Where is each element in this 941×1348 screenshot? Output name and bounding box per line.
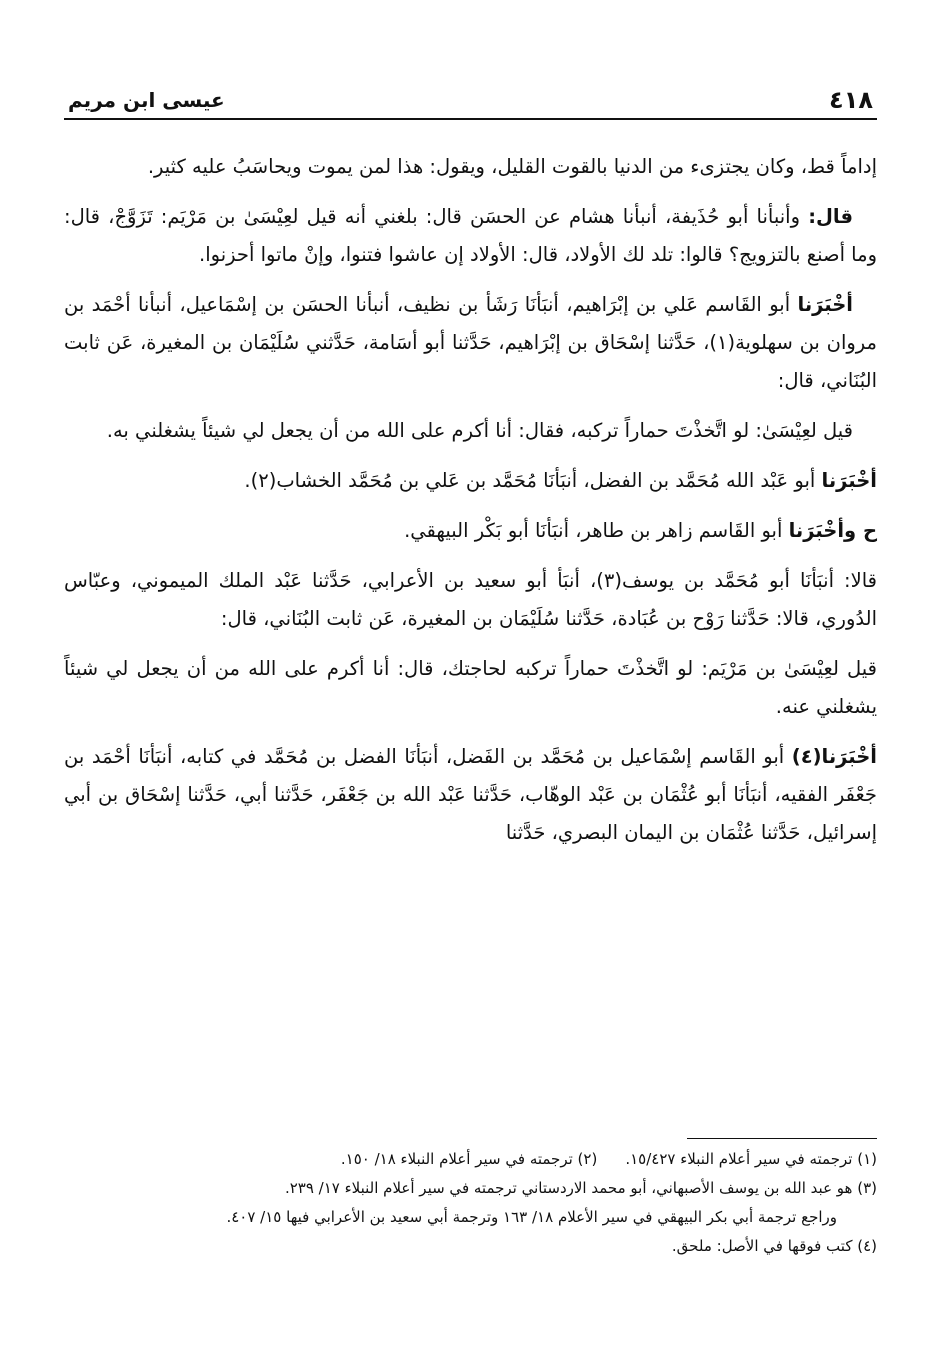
page-number: ٤١٨ <box>829 86 873 114</box>
paragraph-4 <box>64 412 877 450</box>
paragraph-text: قالا: أنبَأنَا أبو مُحَمَّد بن يوسف(٣)، أنبَأ أبو سعيد بن الأعرابي، حَدَّثنا عَبْد الملك الميموني، وعبّاس الدُوري، قالا: حَدَّثنا رَوْح بن عُبَادة، حَدَّثنا سُلَيْمَان بن المغيرة، عَن ثابت البُنَاني، قال: <box>64 569 878 630</box>
footnote-3: (٣) هو عبد الله بن يوسف الأصبهاني، أبو محمد الاردستاني ترجمته في سير أعلام النبلاء ١٧/ ٢٣٩. <box>284 1179 877 1197</box>
paragraph-lead: أخْبَرَنا <box>797 293 853 316</box>
footnote-2: (٢) ترجمته في سير أعلام النبلاء ١٨/ ١٥٠. <box>340 1150 598 1168</box>
footnote-3-continuation: وراجع ترجمة أبي بكر البيهقي في سير الأعلام ١٨/ ١٦٣ وترجمة أبي سعيد بن الأعرابي فيها ١٥/ ٤٠٧. <box>226 1208 837 1226</box>
running-title: عيسى ابن مريم <box>68 88 225 112</box>
paragraph-text: أبو القَاسم إسْمَاعيل بن مُحَمَّد بن الفَضل، أنبَأنَا الفضل بن مُحَمَّد في كتابه، أنبَأنَا أحْمَد بن جَعْفَر الفقيه، أنبَأنَا أبو عُثْمَان بن عَبْد الوهّاب، حَدَّثنا عَبْد الله بن جَعْفَر، حَدَّثنا أبي، حَدَّثنا إسْحَاق بن أبي إسرائيل، حَدَّثنا عُثْمَان بن اليمان البصري، حَدَّثنا <box>64 745 877 844</box>
footnote-1: (١) ترجمته في سير أعلام النبلاء ١٥/٤٢٧. <box>625 1150 877 1168</box>
paragraph-lead: ح وأخْبَرَنا <box>788 519 877 542</box>
paragraph-2 <box>64 198 877 274</box>
paragraph-7 <box>64 562 877 638</box>
paragraph-lead: قال: <box>808 205 853 228</box>
paragraph-text: قيل لعِيْسَىٰ بن مَرْيَم: لو اتَّخذْتَ حماراً تركبه لحاجتك، قال: أنا أكرم على الله من أن يجعل لي شيئاً يشغلني عنه. <box>64 657 877 718</box>
paragraph-lead: أخْبَرَنا(٤) <box>791 745 877 768</box>
paragraph-lead: أخْبَرَنا <box>821 469 877 492</box>
footnote-4: (٤) كتب فوقها في الأصل: ملحق. <box>671 1237 877 1255</box>
paragraph-text: قيل لعِيْسَىٰ: لو اتَّخذْتَ حماراً تركبه، فقال: أنا أكرم على الله من أن يجعل لي شيئاً يشغلني به. <box>106 419 853 442</box>
paragraph-text: أبو عَبْد الله مُحَمَّد بن الفضل، أنبَأنَا مُحَمَّد بن عَلي بن مُحَمَّد الخشاب(٢). <box>244 469 822 492</box>
footnote-rule <box>687 1138 877 1139</box>
paragraph-text: أبو القَاسم عَلي بن إبْرَاهيم، أنبَأنَا رَشَأ بن نظيف، أنبأنا الحسَن بن إسْمَاعيل، أنبأنا أحْمَد بن مروان بن سهلوية(١)، حَدَّثنا إسْحَاق بن إبْرَاهيم، حَدَّثنا أبو أسَامة، حَدَّثني سُلَيْمَان بن المغيرة، عَن ثابت البُنَاني، قال: <box>64 293 877 392</box>
paragraph-9 <box>64 738 877 852</box>
paragraph-text: أبو القَاسم زاهر بن طاهر، أنبَأنَا أبو بَكْر البيهقي. <box>404 519 789 542</box>
paragraph-5 <box>64 462 877 500</box>
paragraph-text: إداماً قط، وكان يجتزىء من الدنيا بالقوت القليل، ويقول: هذا لمن يموت ويحاسَبُ عليه كثير. <box>147 155 877 178</box>
paragraph-8 <box>64 650 877 726</box>
page <box>64 78 877 1308</box>
paragraph-6 <box>64 512 877 550</box>
footnotes <box>64 1138 877 1261</box>
paragraph-text: وأنبأنا أبو حُذَيفة، أنبأنا هشام عن الحسَن قال: بلغني أنه قيل لعِيْسَىٰ بن مَرْيَم: تَزَوَّجْ، قال: وما أصنع بالتزويج؟ قالوا: تلد لك الأولاد، قال: الأولاد إن عاشوا فتنوا، وإنْ ماتوا أحزنوا. <box>64 205 877 266</box>
paragraph-1 <box>64 148 877 186</box>
footnote-row <box>64 1145 877 1174</box>
paragraph-3 <box>64 286 877 400</box>
page-header <box>64 78 877 120</box>
body-text <box>64 148 877 852</box>
